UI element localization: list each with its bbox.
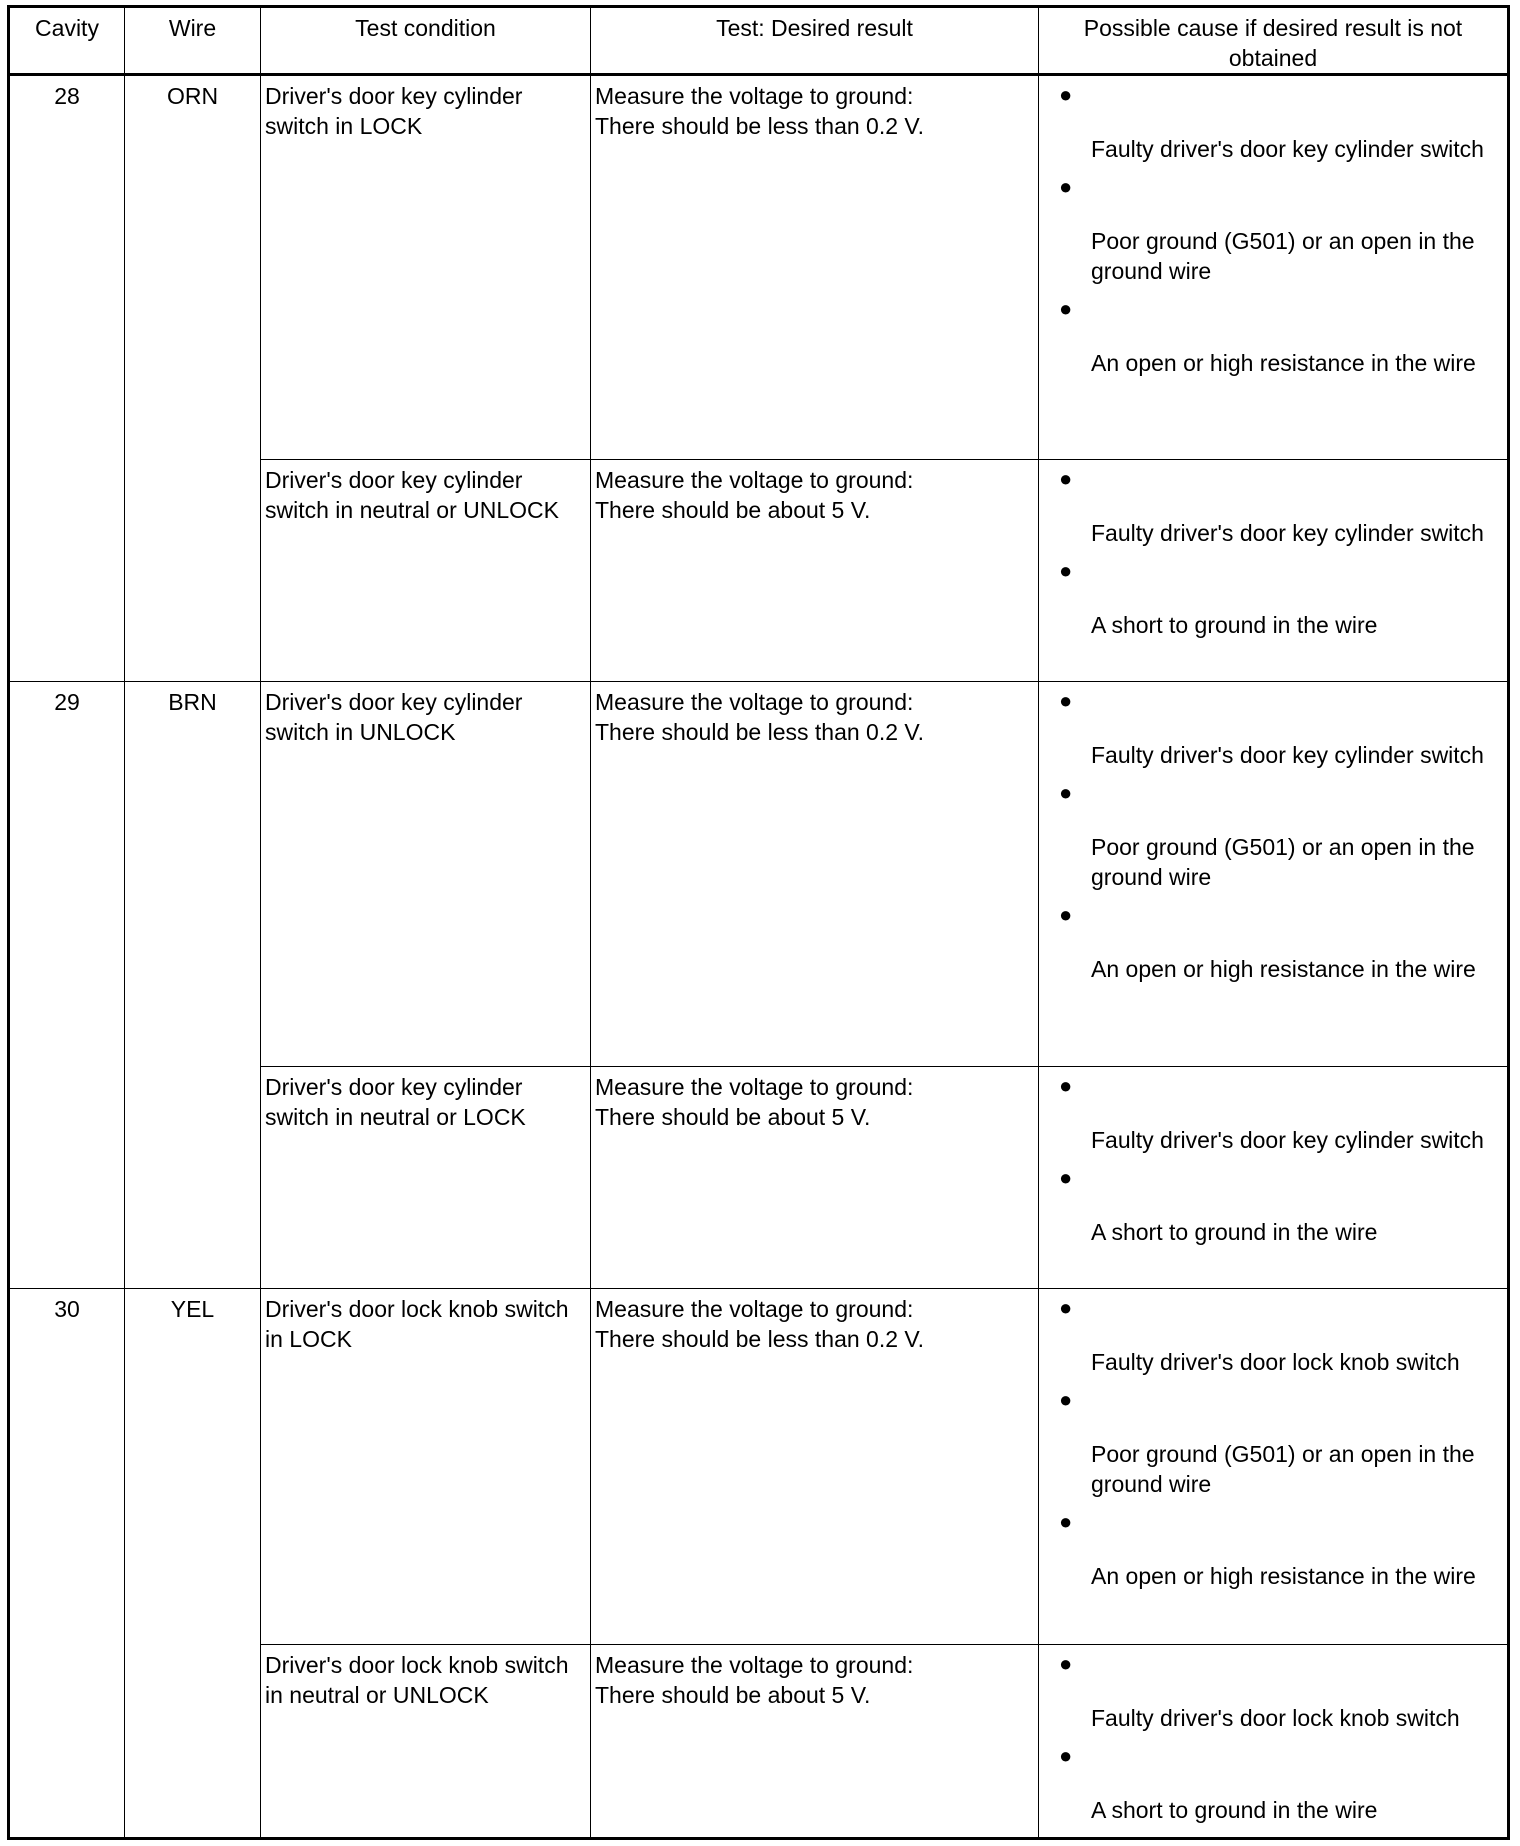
cause-text: Poor ground (G501) or an open in the ground wire <box>1091 1441 1475 1497</box>
bullet-icon: ● <box>1059 688 1073 713</box>
table-row <box>9 75 1509 460</box>
possible-cause-cell <box>1039 682 1509 1067</box>
header-possible-cause: Possible cause if desired result is not obtained <box>1039 7 1509 75</box>
bullet-icon: ● <box>1059 1509 1073 1534</box>
wire-cell: ORN <box>125 75 261 682</box>
cause-text: An open or high resistance in the wire <box>1091 1563 1476 1589</box>
cause-list-item <box>1059 904 1501 984</box>
test-condition-cell: Driver's door key cylinder switch in LOCK <box>261 75 591 460</box>
table-body <box>9 75 1509 1839</box>
cause-list-item <box>1059 1167 1501 1247</box>
bullet-icon: ● <box>1059 780 1073 805</box>
cause-text: An open or high resistance in the wire <box>1091 956 1476 982</box>
desired-result-cell: Measure the voltage to ground: There should be about 5 V. <box>591 1645 1039 1839</box>
desired-result-cell: Measure the voltage to ground: There should be less than 0.2 V. <box>591 75 1039 460</box>
test-condition-cell: Driver's door key cylinder switch in neutral or UNLOCK <box>261 460 591 682</box>
diagnostic-table <box>7 5 1510 1840</box>
header-cavity: Cavity <box>9 7 125 75</box>
cause-text: Faulty driver's door key cylinder switch <box>1091 742 1484 768</box>
bullet-icon: ● <box>1059 1165 1073 1190</box>
bullet-icon: ● <box>1059 82 1073 107</box>
test-condition-cell: Driver's door key cylinder switch in neutral or LOCK <box>261 1067 591 1289</box>
desired-result-cell: Measure the voltage to ground: There should be about 5 V. <box>591 460 1039 682</box>
cause-text: Faulty driver's door lock knob switch <box>1091 1349 1460 1375</box>
wire-cell: BRN <box>125 682 261 1289</box>
bullet-icon: ● <box>1059 1073 1073 1098</box>
cause-list-item <box>1059 560 1501 640</box>
bullet-icon: ● <box>1059 1387 1073 1412</box>
bullet-icon: ● <box>1059 902 1073 927</box>
cavity-cell: 30 <box>9 1289 125 1839</box>
cause-list-item <box>1059 176 1501 286</box>
cause-text: Poor ground (G501) or an open in the ground wire <box>1091 834 1475 890</box>
bullet-icon: ● <box>1059 558 1073 583</box>
test-condition-cell: Driver's door lock knob switch in neutral or UNLOCK <box>261 1645 591 1839</box>
cause-list-item <box>1059 690 1501 770</box>
cause-text: An open or high resistance in the wire <box>1091 350 1476 376</box>
header-desired-result: Test: Desired result <box>591 7 1039 75</box>
bullet-icon: ● <box>1059 296 1073 321</box>
cause-text: Faulty driver's door key cylinder switch <box>1091 520 1484 546</box>
cause-list-item <box>1059 298 1501 378</box>
possible-cause-cell <box>1039 460 1509 682</box>
header-row <box>9 7 1509 75</box>
cause-list-item <box>1059 84 1501 164</box>
test-condition-cell: Driver's door lock knob switch in LOCK <box>261 1289 591 1645</box>
cavity-cell: 28 <box>9 75 125 682</box>
cause-list-item <box>1059 1745 1501 1825</box>
possible-cause-cell <box>1039 75 1509 460</box>
possible-cause-cell <box>1039 1289 1509 1645</box>
desired-result-cell: Measure the voltage to ground: There should be about 5 V. <box>591 1067 1039 1289</box>
cause-list-item <box>1059 1511 1501 1591</box>
bullet-icon: ● <box>1059 1295 1073 1320</box>
table-row <box>9 682 1509 1067</box>
cause-list-item <box>1059 1389 1501 1499</box>
table-row <box>9 1289 1509 1645</box>
header-wire: Wire <box>125 7 261 75</box>
test-condition-cell: Driver's door key cylinder switch in UNLOCK <box>261 682 591 1067</box>
bullet-icon: ● <box>1059 466 1073 491</box>
cause-text: Faulty driver's door key cylinder switch <box>1091 136 1484 162</box>
cause-text: Poor ground (G501) or an open in the ground wire <box>1091 228 1475 284</box>
cause-list-item <box>1059 468 1501 548</box>
cause-list-item <box>1059 1297 1501 1377</box>
cause-list-item <box>1059 1075 1501 1155</box>
cause-text: A short to ground in the wire <box>1091 612 1378 638</box>
possible-cause-cell <box>1039 1645 1509 1839</box>
cause-text: A short to ground in the wire <box>1091 1219 1378 1245</box>
bullet-icon: ● <box>1059 1651 1073 1676</box>
wire-cell: YEL <box>125 1289 261 1839</box>
cause-text: A short to ground in the wire <box>1091 1797 1378 1823</box>
cause-list-item <box>1059 782 1501 892</box>
bullet-icon: ● <box>1059 1743 1073 1768</box>
cavity-cell: 29 <box>9 682 125 1289</box>
bullet-icon: ● <box>1059 174 1073 199</box>
desired-result-cell: Measure the voltage to ground: There should be less than 0.2 V. <box>591 682 1039 1067</box>
cause-text: Faulty driver's door lock knob switch <box>1091 1705 1460 1731</box>
header-test-condition: Test condition <box>261 7 591 75</box>
cause-text: Faulty driver's door key cylinder switch <box>1091 1127 1484 1153</box>
desired-result-cell: Measure the voltage to ground: There should be less than 0.2 V. <box>591 1289 1039 1645</box>
cause-list-item <box>1059 1653 1501 1733</box>
possible-cause-cell <box>1039 1067 1509 1289</box>
